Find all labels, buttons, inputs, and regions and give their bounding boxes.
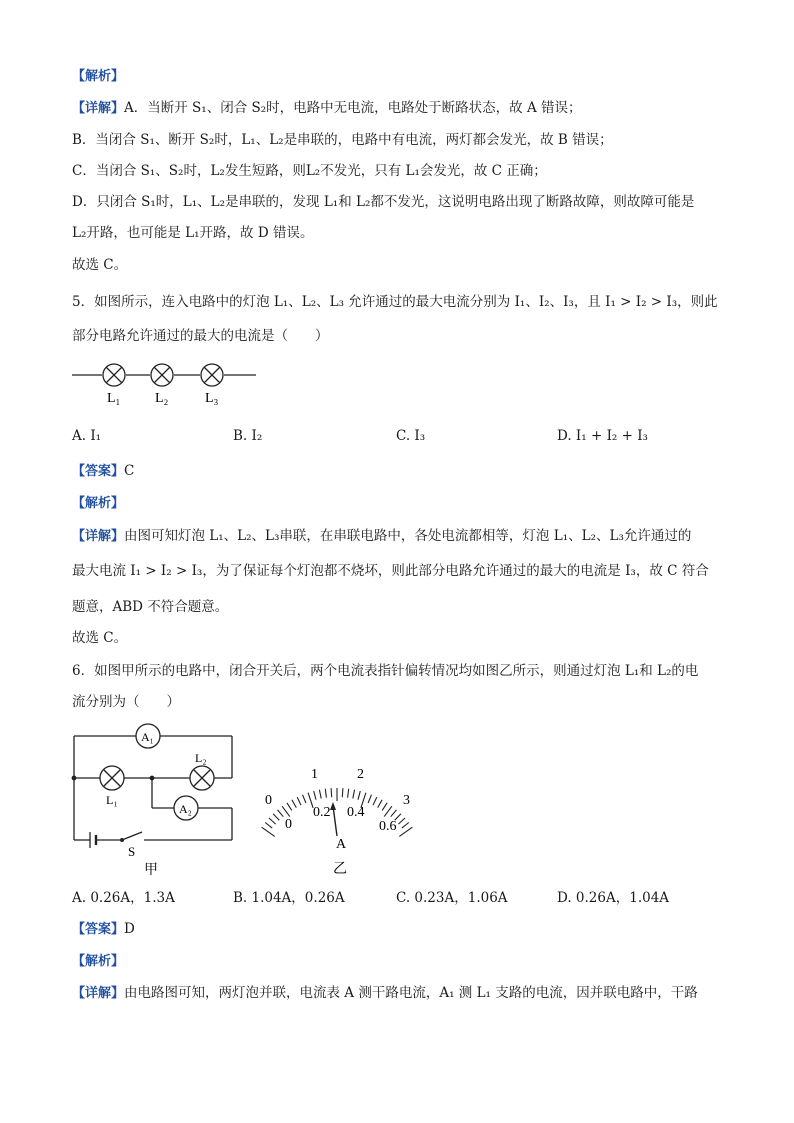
q6-circuit-figure — [70, 718, 240, 878]
analysis-tag-q5: 【解析】 — [72, 496, 125, 511]
lamp-1-icon — [103, 364, 125, 386]
dial-tick — [325, 789, 326, 798]
q6-stem-line1: 6．如图甲所示的电路中，闭合开关后，两个电流表指针偏转情况均如图乙所示，则通过灯泡 L₁和 L₂的电 — [72, 663, 699, 679]
dial-unit-label: A — [336, 837, 347, 852]
dial-tick — [358, 791, 360, 800]
dial-top-1: 1 — [311, 767, 318, 782]
dial-tick — [399, 827, 412, 836]
dial-tick — [262, 827, 275, 836]
lamp-l1-icon — [100, 766, 124, 790]
q5-stem-line1: 5．如图所示，连入电路中的灯泡 L₁、L₂、L₃ 允许通过的最大电流分别为 I₁、I₂、I₃，且 I₁ > I₂ > I₃，则此 — [72, 294, 718, 310]
dial-tick — [282, 806, 290, 816]
lamp-3-icon — [201, 364, 223, 386]
analysis-tag-q6: 【解析】 — [72, 954, 125, 969]
q4-detail-a: 【详解】A．当断开 S₁、闭合 S₂时，电路中无电流，电路处于断路状态，故 A 错误； — [72, 100, 582, 116]
dial-tick — [382, 803, 387, 811]
lamp-l2-label: L₂ — [195, 751, 207, 765]
dial-tick — [353, 790, 355, 799]
lamp-2-label: L₂ — [155, 391, 169, 406]
dial-tick — [297, 797, 301, 805]
q5-detail-line1: 【详解】由图可知灯泡 L₁、L₂、L₃串联，在串联电路中，各处电流都相等，灯泡 L₁、L₂、L₃允许通过的 — [72, 528, 692, 544]
dial-bottom-0-4: 0.4 — [347, 805, 365, 820]
q4-detail-c: C．当闭合 S₁、S₂时，L₂发生短路，则L₂不发光，只有 L₁会发光，故 C 正确； — [72, 163, 547, 179]
dial-top-0: 0 — [265, 793, 272, 808]
dial-tick — [384, 806, 392, 816]
circuit-caption: 甲 — [144, 863, 158, 878]
switch-label: S — [128, 844, 136, 859]
dial-bottom-0-6: 0.6 — [379, 819, 397, 834]
lamp-l1-label: L₁ — [106, 793, 118, 807]
dial-tick — [342, 788, 343, 797]
dial-tick — [373, 797, 377, 805]
q5-series-lamps-figure — [72, 360, 272, 410]
q4-detail-b: B．当闭合 S₁、断开 S₂时，L₁、L₂是串联的，电路中有电流，两灯都会发光，故 B 错误； — [72, 132, 613, 148]
dial-tick — [398, 818, 405, 824]
ammeter-a1-label: A₁ — [141, 730, 154, 744]
analysis-tag-q4: 【解析】 — [72, 69, 125, 84]
dial-top-3: 3 — [403, 793, 410, 808]
dial-tick — [391, 810, 397, 817]
q6-answer: 【答案】D — [72, 921, 135, 937]
q5-answer: 【答案】C — [72, 463, 135, 479]
dial-tick — [314, 791, 316, 800]
dial-tick — [278, 810, 284, 817]
dial-tick — [319, 790, 321, 799]
q4-a-text: A．当断开 S₁、闭合 S₂时，电路中无电流，电路处于断路状态，故 A 错误； — [124, 100, 582, 116]
q6-answer-value: D — [124, 921, 135, 937]
q4-detail-d: D．只闭合 S₁时，L₁、L₂是串联的，发现 L₁和 L₂都不发光，这说明电路出现了断路故障，则故障可能是 — [72, 194, 695, 210]
q5-detail-line3: 题意，ABD 不符合题意。 — [72, 599, 229, 615]
switch-icon — [120, 832, 142, 842]
q6-option-c: C. 0.23A，1.06A — [396, 890, 508, 906]
q6-ammeter-dial-figure — [263, 762, 423, 877]
q6-option-d: D. 0.26A，1.04A — [557, 890, 670, 906]
q5-option-b: B. I₂ — [233, 428, 263, 444]
q6-stem-line2: 流分别为（ ） — [72, 694, 180, 710]
dial-needle-icon — [330, 802, 337, 836]
dial-tick — [287, 803, 292, 811]
dial-bottom-0: 0 — [285, 817, 292, 832]
dial-top-2: 2 — [357, 767, 364, 782]
dial-tick — [378, 800, 382, 808]
lamp-l2-icon — [190, 766, 214, 790]
dial-tick — [273, 814, 279, 821]
q4-detail-d-cont: L₂开路，也可能是 L₁开路，故 D 错误。 — [72, 225, 314, 241]
dial-tick — [265, 823, 272, 829]
q5-stem-line2: 部分电路允许通过的最大的电流是（ ） — [72, 328, 329, 344]
dial-tick — [269, 818, 276, 824]
q6-detail-line1: 【详解】由电路图可知，两灯泡并联，电流表 A 测干路电流，A₁ 测 L₁ 支路的电流，因并联电路中，干路 — [72, 985, 698, 1001]
dial-tick — [348, 789, 349, 798]
ammeter-a2-label: A₂ — [179, 802, 192, 816]
dial-caption: 乙 — [333, 862, 347, 877]
q5-conclusion: 故选 C。 — [72, 630, 128, 646]
lamp-2-icon — [151, 364, 173, 386]
q5-option-d: D. I₁ + I₂ + I₃ — [557, 428, 648, 444]
q5-detail-line2: 最大电流 I₁ > I₂ > I₃，为了保证每个灯泡都不烧坏，则此部分电路允许通过的最大的电流是 I₃，故 C 符合 — [72, 563, 709, 579]
q6-option-a: A. 0.26A，1.3A — [72, 890, 175, 906]
q5-option-a: A. I₁ — [72, 428, 102, 444]
q4-conclusion: 故选 C。 — [72, 257, 128, 273]
lamp-3-label: L₃ — [205, 391, 219, 406]
dial-tick — [368, 795, 371, 803]
dial-tick — [402, 823, 409, 829]
q5-answer-value: C — [124, 463, 135, 479]
lamp-1-label: L₁ — [107, 391, 121, 406]
dial-tick — [303, 795, 306, 803]
q6-option-b: B. 1.04A，0.26A — [233, 890, 345, 906]
battery-icon — [90, 832, 96, 848]
dial-bottom-0-2: 0.2 — [313, 805, 331, 820]
dial-tick — [331, 788, 332, 797]
dial-tick — [292, 800, 296, 808]
q5-option-c: C. I₃ — [396, 428, 426, 444]
